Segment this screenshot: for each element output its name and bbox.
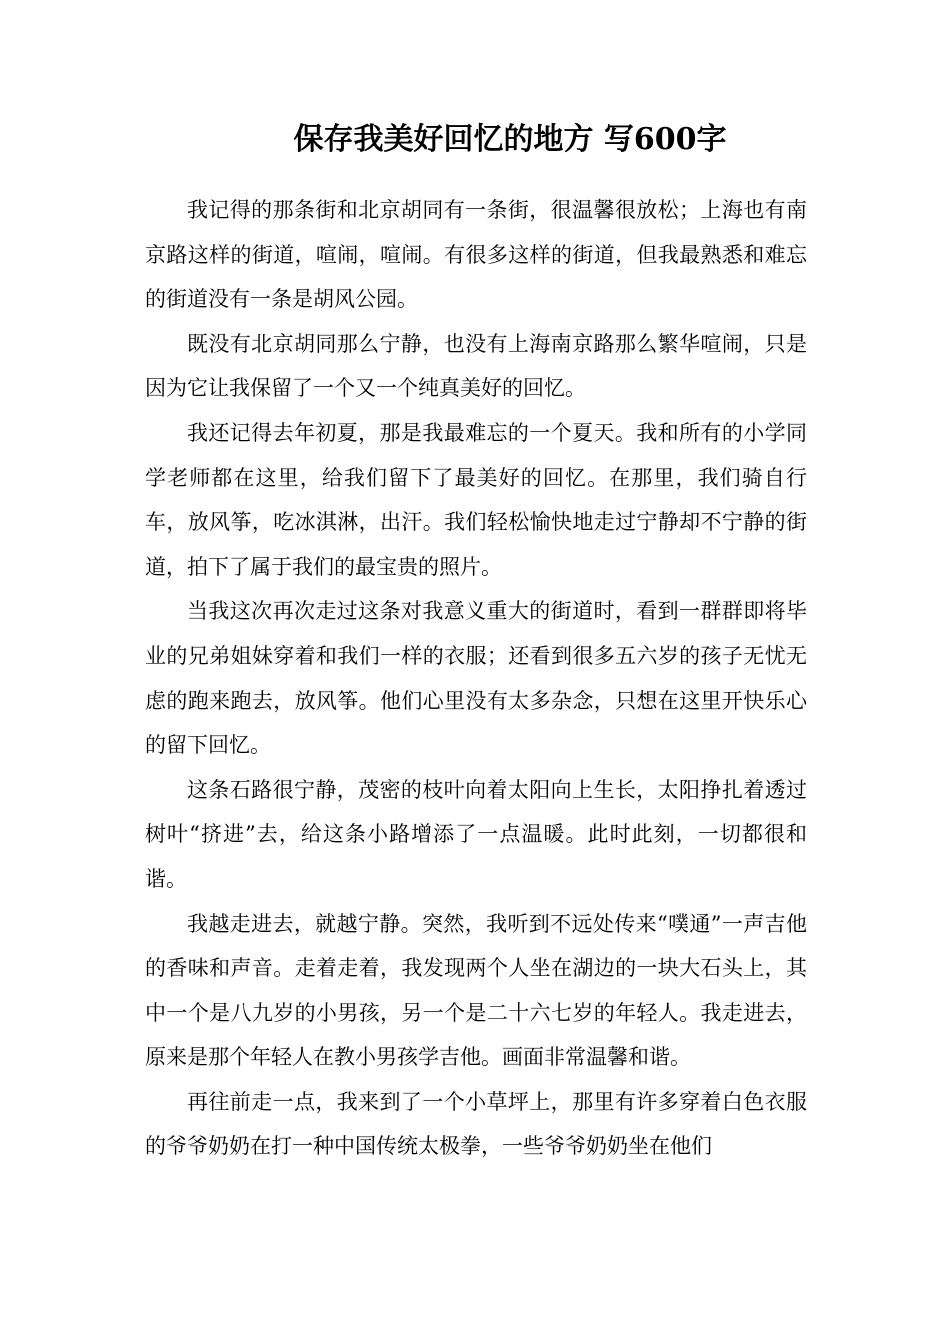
paragraph: 再往前走一点，我来到了一个小草坪上，那里有许多穿着白色衣服的爷爷奶奶在打一种中国传统太极拳，一些爷爷奶奶坐在他们 bbox=[145, 1089, 807, 1159]
paragraph: 我还记得去年初夏，那是我最难忘的一个夏天。我和所有的小学同学老师都在这里，给我们留下了最美好的回忆。在那里，我们骑自行车，放风筝，吃冰淇淋，出汗。我们轻松愉快地走过宁静却不宁静的街道，拍下了属于我们的最宝贵的照片。 bbox=[145, 420, 807, 579]
paragraph: 我记得的那条街和北京胡同有一条街，很温馨很放松；上海也有南京路这样的街道，喧闹，喧闹。有很多这样的街道，但我最熟悉和难忘的街道没有一条是胡风公园。 bbox=[145, 198, 807, 312]
document-body bbox=[145, 188, 807, 1169]
paragraph: 当我这次再次走过这条对我意义重大的街道时，看到一群群即将毕业的兄弟姐妹穿着和我们一样的衣服；还看到很多五六岁的孩子无忧无虑的跑来跑去，放风筝。他们心里没有太多杂念，只想在这里开快乐心的留下回忆。 bbox=[145, 599, 807, 758]
document-title: 保存我美好回忆的地方 写600字 bbox=[293, 122, 727, 157]
paragraph: 既没有北京胡同那么宁静，也没有上海南京路那么繁华喧闹，只是因为它让我保留了一个又一个纯真美好的回忆。 bbox=[145, 331, 807, 401]
paragraph: 这条石路很宁静，茂密的枝叶向着太阳向上生长，太阳挣扎着透过树叶“挤进”去，给这条小路增添了一点温暖。此时此刻，一切都很和谐。 bbox=[145, 777, 807, 891]
paragraph: 我越走进去，就越宁静。突然，我听到不远处传来“噗通”一声吉他的香味和声音。走着走着，我发现两个人坐在湖边的一块大石头上，其中一个是八九岁的小男孩，另一个是二十六七岁的年轻人。我走进去，原来是那个年轻人在教小男孩学吉他。画面非常温馨和谐。 bbox=[145, 911, 807, 1070]
